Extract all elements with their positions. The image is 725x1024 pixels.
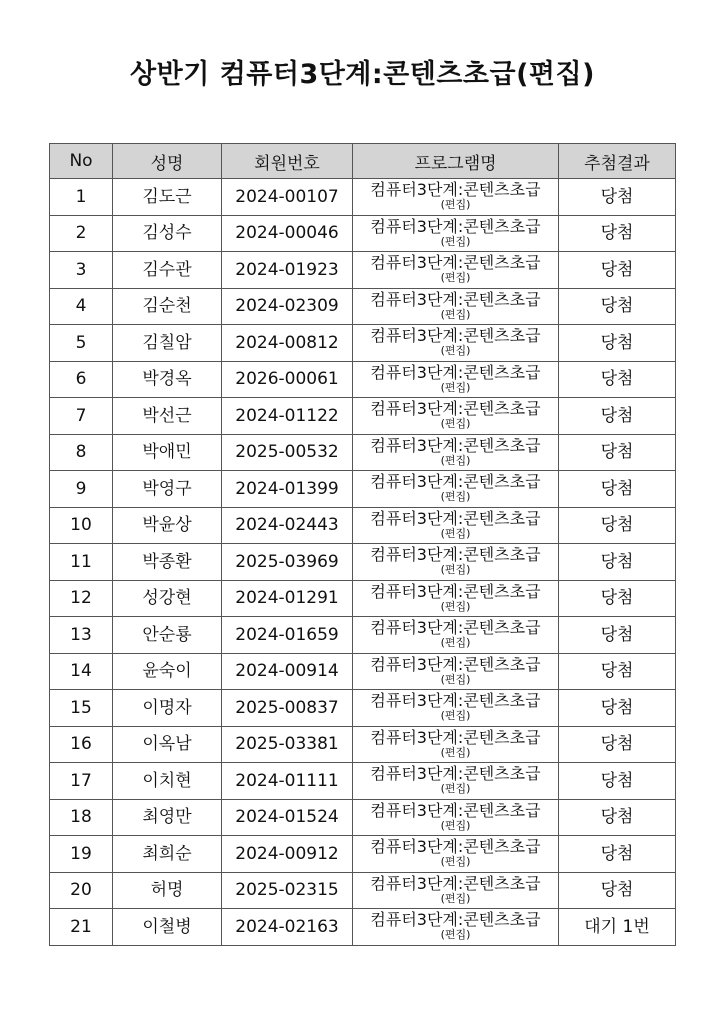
- row-number-cell: 1: [50, 179, 113, 216]
- table-row: [50, 690, 676, 727]
- column-header-program: 프로그램명: [353, 144, 559, 179]
- lottery-result-cell: 당첨: [559, 471, 676, 508]
- lottery-results-table: [49, 143, 676, 946]
- program-name-line1: 컴퓨터3단계:콘텐츠초급: [370, 216, 541, 236]
- row-number-cell: 14: [50, 653, 113, 690]
- row-number-cell: 19: [50, 836, 113, 873]
- member-id-cell: 2024-00812: [222, 325, 353, 362]
- lottery-result-cell: 당첨: [559, 690, 676, 727]
- member-name-cell: 박경옥: [113, 361, 222, 398]
- page-title: 상반기 컴퓨터3단계:콘텐츠초급(편집): [130, 59, 595, 90]
- row-number-cell: 15: [50, 690, 113, 727]
- row-number-cell: 5: [50, 325, 113, 362]
- program-name-line1: 컴퓨터3단계:콘텐츠초급: [370, 581, 541, 601]
- member-name-cell: 박종환: [113, 544, 222, 581]
- member-name-cell: 성강현: [113, 580, 222, 617]
- program-name-cell: [353, 836, 559, 873]
- program-name-cell: [353, 653, 559, 690]
- program-name-line2: (편집): [440, 380, 471, 394]
- program-name-line1: 컴퓨터3단계:콘텐츠초급: [370, 654, 541, 674]
- row-number-cell: 13: [50, 617, 113, 654]
- table-row: [50, 909, 676, 946]
- member-name-cell: 박윤상: [113, 507, 222, 544]
- program-name-line2: (편집): [440, 891, 471, 905]
- member-id-cell: 2024-02309: [222, 288, 353, 325]
- program-name-line1: 컴퓨터3단계:콘텐츠초급: [370, 727, 541, 747]
- row-number-cell: 12: [50, 580, 113, 617]
- program-name-line1: 컴퓨터3단계:콘텐츠초급: [370, 435, 541, 455]
- program-name-line2: (편집): [440, 636, 471, 649]
- lottery-result-cell: 당첨: [559, 325, 676, 362]
- column-header-name: 성명: [113, 144, 222, 179]
- member-id-cell: 2024-01399: [222, 471, 353, 508]
- lottery-result-cell: 당첨: [559, 544, 676, 581]
- program-name-line1: 컴퓨터3단계:콘텐츠초급: [370, 764, 541, 783]
- row-number-cell: 4: [50, 288, 113, 325]
- program-name-line2: (편집): [440, 782, 471, 795]
- member-id-cell: 2024-00046: [222, 215, 353, 252]
- member-id-cell: 2026-00061: [222, 361, 353, 398]
- program-name-line1: 컴퓨터3단계:콘텐츠초급: [370, 691, 541, 710]
- lottery-result-cell: 당첨: [559, 653, 676, 690]
- program-name-cell: [353, 288, 559, 325]
- program-name-cell: [353, 763, 559, 800]
- program-name-line2: (편집): [440, 198, 471, 211]
- program-name-line2: (편집): [440, 344, 471, 357]
- lottery-result-cell: 당첨: [559, 836, 676, 873]
- member-id-cell: 2025-00837: [222, 690, 353, 727]
- member-id-cell: 2025-00532: [222, 434, 353, 471]
- table-row: [50, 544, 676, 581]
- member-name-cell: 박선근: [113, 398, 222, 435]
- row-number-cell: 18: [50, 799, 113, 836]
- table-row: [50, 507, 676, 544]
- row-number-cell: 20: [50, 872, 113, 909]
- column-header-result: 추첨결과: [559, 144, 676, 179]
- lottery-result-cell: 당첨: [559, 288, 676, 325]
- row-number-cell: 16: [50, 726, 113, 763]
- program-name-line1: 컴퓨터3단계:콘텐츠초급: [370, 362, 541, 382]
- member-name-cell: 박영구: [113, 471, 222, 508]
- table-row: [50, 799, 676, 836]
- lottery-result-cell: 당첨: [559, 799, 676, 836]
- program-name-cell: [353, 580, 559, 617]
- program-name-line1: 컴퓨터3단계:콘텐츠초급: [370, 837, 541, 856]
- program-name-line1: 컴퓨터3단계:콘텐츠초급: [370, 545, 541, 564]
- member-name-cell: 박애민: [113, 434, 222, 471]
- member-id-cell: 2024-00914: [222, 653, 353, 690]
- lottery-result-cell: 당첨: [559, 179, 676, 216]
- lottery-result-cell: 당첨: [559, 726, 676, 763]
- member-id-cell: 2024-01122: [222, 398, 353, 435]
- program-name-line1: 컴퓨터3단계:콘텐츠초급: [370, 289, 541, 309]
- program-name-line2: (편집): [440, 234, 471, 248]
- program-name-cell: [353, 909, 559, 946]
- member-id-cell: 2025-03969: [222, 544, 353, 581]
- table-row: [50, 252, 676, 289]
- member-id-cell: 2024-01291: [222, 580, 353, 617]
- row-number-cell: 6: [50, 361, 113, 398]
- table-row: [50, 872, 676, 909]
- program-name-cell: [353, 252, 559, 289]
- row-number-cell: 17: [50, 763, 113, 800]
- table-row: [50, 836, 676, 873]
- member-id-cell: 2025-03381: [222, 726, 353, 763]
- program-name-line2: (편집): [440, 453, 471, 467]
- member-id-cell: 2024-00107: [222, 179, 353, 216]
- table-row: [50, 215, 676, 252]
- program-name-line1: 컴퓨터3단계:콘텐츠초급: [370, 910, 541, 929]
- row-number-cell: 21: [50, 909, 113, 946]
- member-id-cell: 2024-02443: [222, 507, 353, 544]
- table-body: [50, 179, 676, 946]
- table-row: [50, 763, 676, 800]
- program-name-cell: [353, 361, 559, 398]
- member-name-cell: 김성수: [113, 215, 222, 252]
- member-name-cell: 이명자: [113, 690, 222, 727]
- program-name-cell: [353, 726, 559, 763]
- table-row: [50, 288, 676, 325]
- lottery-result-cell: 당첨: [559, 215, 676, 252]
- table-row: [50, 726, 676, 763]
- row-number-cell: 8: [50, 434, 113, 471]
- table-row: [50, 580, 676, 617]
- program-name-cell: [353, 215, 559, 252]
- member-id-cell: 2024-01659: [222, 617, 353, 654]
- program-name-cell: [353, 544, 559, 581]
- lottery-result-cell: 당첨: [559, 398, 676, 435]
- program-name-line2: (편집): [440, 307, 471, 321]
- table-row: [50, 434, 676, 471]
- row-number-cell: 11: [50, 544, 113, 581]
- table-row: [50, 398, 676, 435]
- program-name-cell: [353, 471, 559, 508]
- program-name-cell: [353, 398, 559, 435]
- program-name-line2: (편집): [440, 490, 471, 503]
- member-id-cell: 2024-01923: [222, 252, 353, 289]
- lottery-result-cell: 대기 1번: [559, 909, 676, 946]
- member-name-cell: 김칠암: [113, 325, 222, 362]
- column-header-no: No: [50, 144, 113, 179]
- program-name-line2: (편집): [440, 672, 471, 686]
- member-id-cell: 2025-02315: [222, 872, 353, 909]
- row-number-cell: 10: [50, 507, 113, 544]
- table-row: [50, 471, 676, 508]
- program-name-line1: 컴퓨터3단계:콘텐츠초급: [370, 326, 541, 345]
- member-name-cell: 윤숙이: [113, 653, 222, 690]
- program-name-line2: (편집): [440, 271, 471, 284]
- program-name-cell: [353, 434, 559, 471]
- row-number-cell: 3: [50, 252, 113, 289]
- program-name-cell: [353, 617, 559, 654]
- member-name-cell: 김수관: [113, 252, 222, 289]
- lottery-result-cell: 당첨: [559, 763, 676, 800]
- member-name-cell: 최영만: [113, 799, 222, 836]
- program-name-line2: (편집): [440, 563, 471, 576]
- program-name-line1: 컴퓨터3단계:콘텐츠초급: [370, 399, 541, 418]
- lottery-result-cell: 당첨: [559, 434, 676, 471]
- program-name-cell: [353, 179, 559, 216]
- lottery-result-cell: 당첨: [559, 580, 676, 617]
- column-header-member-id: 회원번호: [222, 144, 353, 179]
- program-name-line1: 컴퓨터3단계:콘텐츠초급: [370, 253, 541, 272]
- member-name-cell: 안순룡: [113, 617, 222, 654]
- member-id-cell: 2024-02163: [222, 909, 353, 946]
- program-name-cell: [353, 507, 559, 544]
- program-name-cell: [353, 872, 559, 909]
- lottery-result-cell: 당첨: [559, 361, 676, 398]
- program-name-line2: (편집): [440, 526, 471, 540]
- member-name-cell: 김도근: [113, 179, 222, 216]
- program-name-line2: (편집): [440, 928, 471, 941]
- lottery-result-cell: 당첨: [559, 252, 676, 289]
- program-name-line1: 컴퓨터3단계:콘텐츠초급: [370, 800, 541, 820]
- row-number-cell: 2: [50, 215, 113, 252]
- member-name-cell: 허명: [113, 872, 222, 909]
- member-name-cell: 이치현: [113, 763, 222, 800]
- program-name-cell: [353, 799, 559, 836]
- program-name-line2: (편집): [440, 599, 471, 613]
- member-id-cell: 2024-01524: [222, 799, 353, 836]
- program-name-line1: 컴퓨터3단계:콘텐츠초급: [370, 873, 541, 893]
- program-name-line2: (편집): [440, 818, 471, 832]
- program-name-line1: 컴퓨터3단계:콘텐츠초급: [370, 472, 541, 491]
- program-name-line1: 컴퓨터3단계:콘텐츠초급: [370, 180, 541, 199]
- program-name-line1: 컴퓨터3단계:콘텐츠초급: [370, 508, 541, 528]
- table-row: [50, 653, 676, 690]
- program-name-line2: (편집): [440, 709, 471, 722]
- program-name-line2: (편집): [440, 417, 471, 430]
- program-name-cell: [353, 325, 559, 362]
- lottery-result-cell: 당첨: [559, 872, 676, 909]
- program-name-line2: (편집): [440, 745, 471, 759]
- member-name-cell: 김순천: [113, 288, 222, 325]
- member-id-cell: 2024-00912: [222, 836, 353, 873]
- table-header-row: [50, 144, 676, 179]
- program-name-cell: [353, 690, 559, 727]
- table-row: [50, 179, 676, 216]
- member-id-cell: 2024-01111: [222, 763, 353, 800]
- table-row: [50, 325, 676, 362]
- lottery-result-cell: 당첨: [559, 507, 676, 544]
- table-row: [50, 617, 676, 654]
- member-name-cell: 최희순: [113, 836, 222, 873]
- program-name-line2: (편집): [440, 855, 471, 868]
- row-number-cell: 7: [50, 398, 113, 435]
- member-name-cell: 이옥남: [113, 726, 222, 763]
- member-name-cell: 이철병: [113, 909, 222, 946]
- table-row: [50, 361, 676, 398]
- lottery-result-cell: 당첨: [559, 617, 676, 654]
- row-number-cell: 9: [50, 471, 113, 508]
- program-name-line1: 컴퓨터3단계:콘텐츠초급: [370, 618, 541, 637]
